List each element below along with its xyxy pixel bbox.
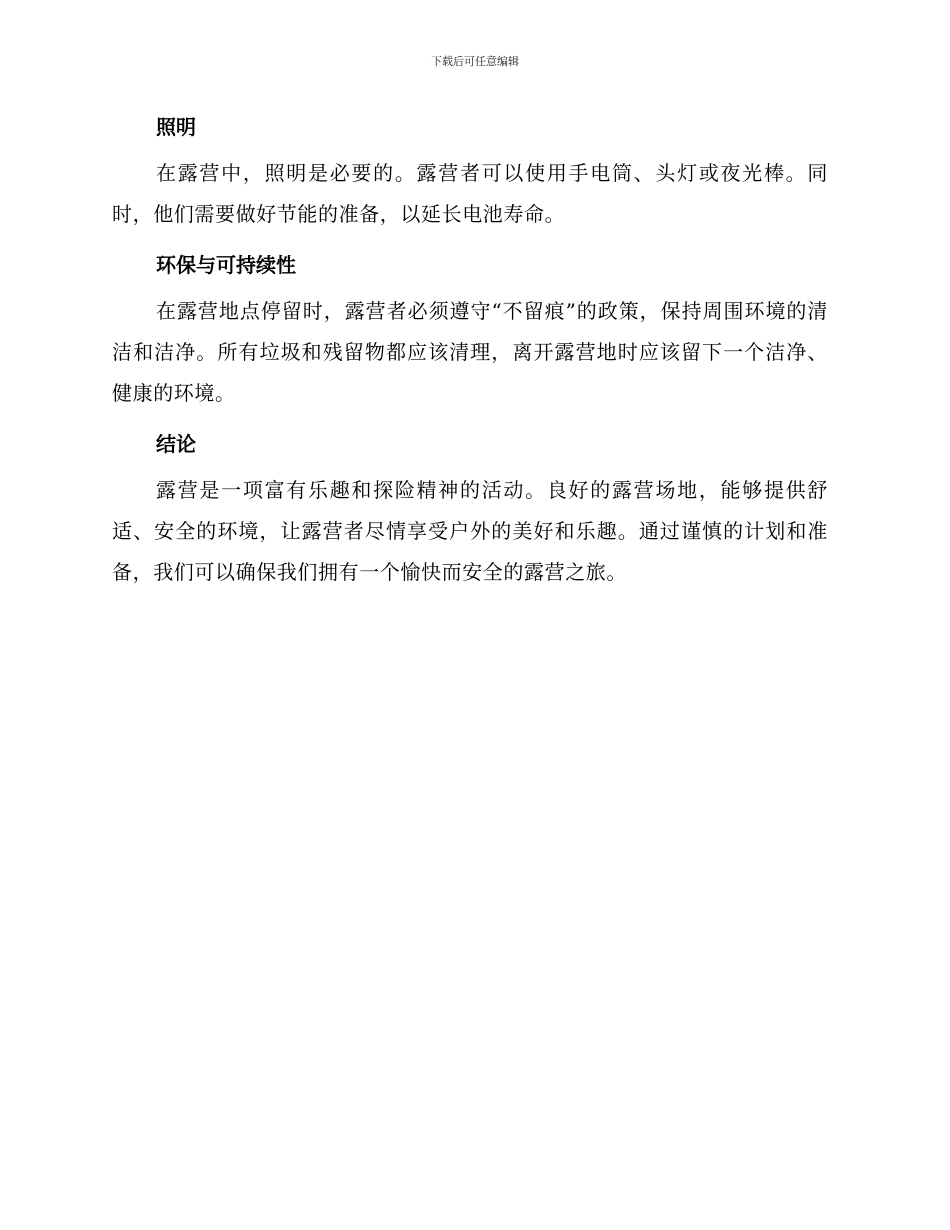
document-body xyxy=(112,108,828,604)
section-paragraph-lighting: 在露营中，照明是必要的。露营者可以使用手电筒、头灯或夜光棒。同时，他们需要做好节能的准备，以延长电池寿命。 xyxy=(112,161,828,226)
section-heading-conclusion: 结论 xyxy=(156,432,196,456)
section-heading-environment: 环保与可持续性 xyxy=(156,253,296,277)
section-heading-lighting: 照明 xyxy=(156,115,196,139)
section-paragraph-conclusion: 露营是一项富有乐趣和探险精神的活动。良好的露营场地，能够提供舒适、安全的环境，让露营者尽情享受户外的美好和乐趣。通过谨慎的计划和准备，我们可以确保我们拥有一个愉快而安全的露营之旅。 xyxy=(112,478,828,584)
page-header: 下载后可任意编辑 xyxy=(431,55,519,68)
section-paragraph-environment: 在露营地点停留时，露营者必须遵守“不留痕”的政策，保持周围环境的清洁和洁净。所有垃圾和残留物都应该清理，离开露营地时应该留下一个洁净、健康的环境。 xyxy=(112,299,828,405)
